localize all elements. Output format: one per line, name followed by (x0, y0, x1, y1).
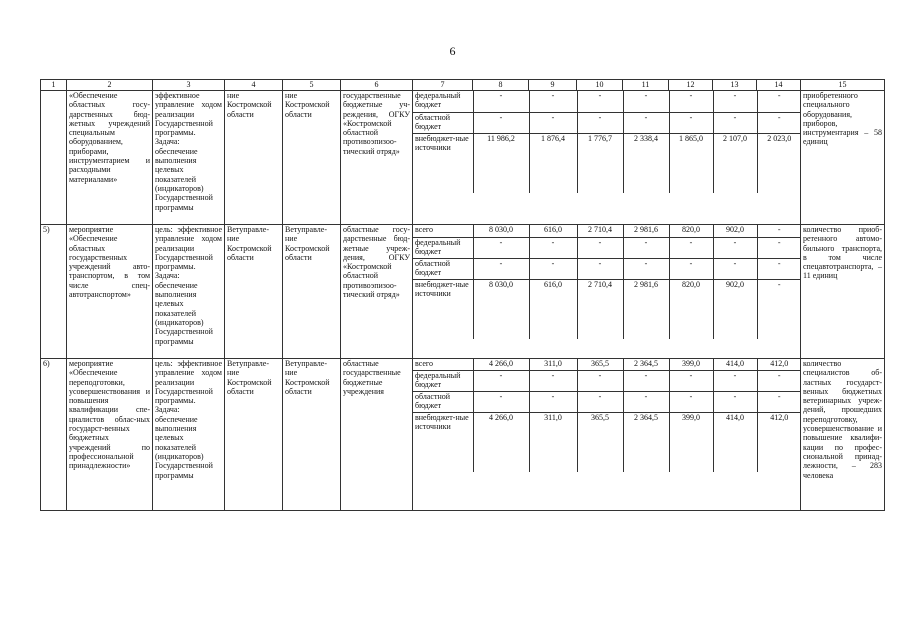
funding-table (413, 225, 801, 339)
funding-value: 1 776,7 (577, 133, 623, 193)
funding-value: - (713, 370, 757, 391)
funding-value: - (623, 112, 669, 133)
funding-value: 2 023,0 (757, 133, 801, 193)
participants: областные государственные бюджетные учреждения (341, 359, 413, 511)
funding-value: - (669, 237, 713, 258)
funding-source: областной бюджет (413, 258, 473, 279)
funding-cell (413, 225, 801, 359)
funding-value: 2 364,5 (623, 359, 669, 370)
measure-name: мероприятие «Обеспечение переподготовки, усовершенствования и повышения квалификации спе-циалистов облас-ных государст-венных бюджетных учреждений по профессиональной принадлежности» (67, 359, 153, 511)
coordinator: Ветуправле-ние Костромской области (225, 359, 283, 511)
column-header: 9 (529, 80, 577, 91)
funding-value: 399,0 (669, 412, 713, 472)
funding-value: 11 986,2 (487, 133, 515, 143)
funding-value: 820,0 (669, 279, 713, 339)
funding-value: - (577, 237, 623, 258)
column-header: 6 (341, 80, 413, 91)
column-header: 5 (283, 80, 341, 91)
funding-cell (413, 91, 801, 225)
funding-value: - (757, 370, 801, 391)
funding-value: - (713, 91, 757, 112)
funding-row (413, 370, 801, 391)
funding-table (413, 91, 801, 193)
column-header: 10 (577, 80, 623, 91)
expected-result: приобретенного специального оборудования, приборов, инструментария – 58 единиц (801, 91, 885, 225)
funding-value: - (623, 91, 669, 112)
funding-row (413, 225, 801, 237)
funding-value: - (473, 258, 529, 279)
funding-value: - (713, 112, 757, 133)
funding-row (413, 359, 801, 370)
funding-value: 616,0 (529, 279, 577, 339)
program-table (40, 79, 885, 511)
funding-value: - (529, 258, 577, 279)
funding-value: - (577, 391, 623, 412)
funding-value: - (713, 391, 757, 412)
funding-value: - (529, 91, 577, 112)
funding-value: 1 876,4 (529, 133, 577, 193)
funding-table (413, 359, 801, 472)
funding-value: - (577, 112, 623, 133)
funding-value: - (473, 370, 529, 391)
funding-source: всего (413, 225, 473, 237)
funding-value: - (577, 258, 623, 279)
funding-value: 365,5 (577, 412, 623, 472)
funding-value: - (669, 258, 713, 279)
funding-value: - (473, 237, 529, 258)
coordinator: Ветуправле-ние Костромской области (225, 225, 283, 359)
executor: Ветуправле-ние Костромской области (283, 359, 341, 511)
funding-row (413, 91, 801, 112)
funding-source: внебюджет-ные источники (413, 412, 473, 472)
participants: областные госу-дарственные бюд-жетные учреж-дения, ОГКУ «Костромской областной противоэпизоо-тический отряд» (341, 225, 413, 359)
table-row (41, 225, 885, 359)
funding-value: 902,0 (713, 225, 757, 237)
funding-cell (413, 359, 801, 511)
funding-value: 2 981,6 (623, 279, 669, 339)
executor: ние Костромской области (283, 91, 341, 225)
funding-value: 311,0 (529, 359, 577, 370)
measure-name: мероприятие «Обеспечение областных государственных учреждений авто-транспортом, в том числе спец-автотранспортом» (67, 225, 153, 359)
measure-name: «Обеспечение областных госу-дарственных бюд-жетных учреждений специальным оборудованием, приборами, инструментарием и расходными материалами» (67, 91, 153, 225)
page-number: 6 (449, 44, 456, 58)
participants: государственные бюджетные уч-реждения, ОГКУ «Костромской областной противоэпизоо-тический отряд» (341, 91, 413, 225)
measure-purpose: цель: эффективное управление ходом реализации Государственной программы. Задача: обеспечение выполнения целевых показателей (индикаторов) Государственной программы (153, 359, 225, 511)
funding-row (413, 112, 801, 133)
funding-value: - (713, 237, 757, 258)
funding-value: - (757, 91, 801, 112)
header-row (41, 80, 885, 91)
column-header: 8 (473, 80, 529, 91)
funding-value: 616,0 (529, 225, 577, 237)
funding-value: 365,5 (577, 359, 623, 370)
funding-source: федеральный бюджет (413, 91, 473, 112)
funding-value: - (623, 370, 669, 391)
funding-value: - (577, 91, 623, 112)
expected-result: количество приоб-ретенного автомо-бильного транспорта, в том числе спецавтотранспорта, – 11 единиц (801, 225, 885, 359)
funding-value: - (757, 391, 801, 412)
funding-value: - (757, 112, 801, 133)
column-header: 3 (153, 80, 225, 91)
funding-value: - (623, 237, 669, 258)
column-header: 1 (41, 80, 67, 91)
column-header: 4 (225, 80, 283, 91)
row-number: 6) (41, 359, 67, 511)
funding-value: 4 266,0 (489, 412, 513, 422)
funding-value: 412,0 (757, 412, 801, 472)
row-number (41, 91, 67, 225)
funding-value: - (669, 391, 713, 412)
funding-row (413, 237, 801, 258)
funding-value: - (669, 112, 713, 133)
funding-value: 8 030,0 (489, 279, 513, 289)
funding-source: областной бюджет (413, 112, 473, 133)
funding-value: - (473, 112, 529, 133)
funding-value: 2 338,4 (623, 133, 669, 193)
measure-purpose: цель: эффективное управление ходом реализации Государственной программы. Задача: обеспечение выполнения целевых показателей (индикаторов) Государственной программы (153, 225, 225, 359)
funding-value: - (473, 391, 529, 412)
measure-purpose: эффективное управление ходом реализации Государственной программы. Задача: обеспечение выполнения целевых показателей (индикаторов) Государственной программы (153, 91, 225, 225)
funding-value: 902,0 (713, 279, 757, 339)
funding-value: - (529, 112, 577, 133)
funding-source: внебюджет-ные источники (413, 133, 473, 193)
funding-value: - (669, 91, 713, 112)
column-header: 13 (713, 80, 757, 91)
funding-value: 4 266,0 (473, 359, 529, 370)
funding-value: - (757, 279, 801, 339)
column-header: 11 (623, 80, 669, 91)
funding-value: 2 364,5 (623, 412, 669, 472)
funding-value: 311,0 (529, 412, 577, 472)
funding-value: - (473, 91, 529, 112)
funding-value: - (669, 370, 713, 391)
funding-row (413, 258, 801, 279)
funding-value: 414,0 (713, 359, 757, 370)
funding-value: - (623, 391, 669, 412)
funding-value: 8 030,0 (473, 225, 529, 237)
funding-value: 2 710,4 (577, 225, 623, 237)
column-header: 7 (413, 80, 473, 91)
executor: Ветуправле-ние Костромской области (283, 225, 341, 359)
funding-value: 820,0 (669, 225, 713, 237)
funding-value: - (529, 237, 577, 258)
funding-value: 2 107,0 (713, 133, 757, 193)
funding-value: 2 981,6 (623, 225, 669, 237)
funding-row (413, 133, 801, 193)
funding-source: всего (413, 359, 473, 370)
funding-value: - (577, 370, 623, 391)
funding-value: - (623, 258, 669, 279)
funding-value: - (757, 225, 801, 237)
expected-result: количество специалистов об-ластных государст-венных бюджетных ветеринарных учреж-дений, прошедших переподготовку, усовершенствование и повышение квалифи-кации по профес-сиональной принад-лежности, – 283 человека (801, 359, 885, 511)
funding-value: 2 710,4 (577, 279, 623, 339)
table-row (41, 359, 885, 511)
funding-value: - (757, 258, 801, 279)
funding-source: областной бюджет (413, 391, 473, 412)
column-header: 2 (67, 80, 153, 91)
funding-value: - (529, 391, 577, 412)
funding-value: - (529, 370, 577, 391)
funding-source: федеральный бюджет (413, 370, 473, 391)
funding-source: внебюджет-ные источники (413, 279, 473, 339)
row-number: 5) (41, 225, 67, 359)
funding-value: - (757, 237, 801, 258)
funding-value: 1 865,0 (669, 133, 713, 193)
funding-value: 412,0 (757, 359, 801, 370)
funding-row (413, 279, 801, 339)
funding-value: - (713, 258, 757, 279)
column-header: 12 (669, 80, 713, 91)
funding-value: 414,0 (713, 412, 757, 472)
funding-value: 399,0 (669, 359, 713, 370)
column-header: 15 (801, 80, 885, 91)
funding-row (413, 412, 801, 472)
table-row (41, 91, 885, 225)
funding-row (413, 391, 801, 412)
column-header: 14 (757, 80, 801, 91)
coordinator: ние Костромской области (225, 91, 283, 225)
funding-source: федеральный бюджет (413, 237, 473, 258)
